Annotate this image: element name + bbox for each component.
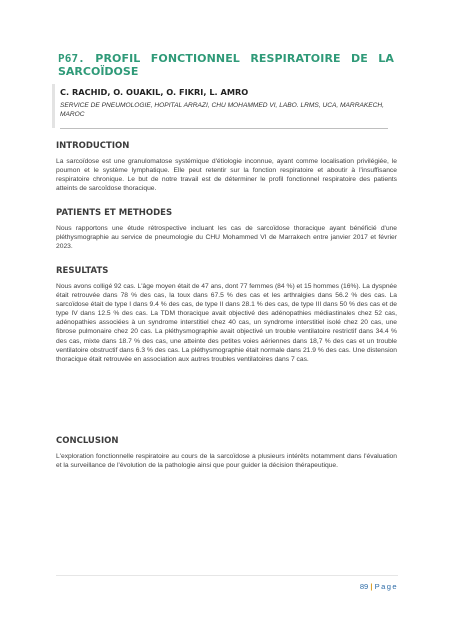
header-divider (60, 128, 388, 129)
abstract-code: P67. (58, 52, 85, 65)
footer-separator: | (370, 582, 373, 591)
section-text-introduction: La sarcoïdose est une granulomatose systémique d'étiologie inconnue, ayant comme localisation privilégiée, le poumon et le système lymphatique. Elle peut retentir sur la fonction respiratoire et aboutir à l'insuffisance respiratoire chronique. Le but de notre travail est de déterminer le profil fonctionnel respiratoire des patients atteints de sarcoïdose thoracique. (56, 158, 397, 193)
footer-divider (56, 575, 398, 576)
authors: C. RACHID, O. OUAKIL, O. FIKRI, L. AMRO (60, 87, 249, 97)
affiliation: SERVICE DE PNEUMOLOGIE, HOPITAL ARRAZI, CHU MOHAMMED VI, LABO. LRMS, UCA, MARRAKECH, MAROC (60, 102, 385, 119)
section-heading-introduction: INTRODUCTION (56, 141, 130, 151)
section-text-results: Nous avons colligé 92 cas. L'âge moyen était de 47 ans, dont 77 femmes (84 %) et 15 hommes (16%). La dyspnée était retrouvée dans 78 % des cas, la toux dans 67.5 % des cas et les arthralgies dans 56.2 % des cas. La sarcoïdose était de type I dans 9.4 % des cas, de type II dans 28.1 % des cas, de type III dans 50 % des cas et de type IV dans 12.5 % des cas. La TDM thoracique avait objectivé des adénopathies médiastinales chez 52 cas, adénopathies associées à un syndrome interstitiel chez 40 cas, un syndrome interstitiel isolé chez 20 cas, une fibrose pulmonaire chez 20 cas. La pléthysmographie avait objectivé un trouble ventilatoire restrictif dans 34.4 % des cas, mixte dans 18.7 % des cas, une atteinte des petites voies aériennes dans 18,7 % des cas et un trouble ventilatoire obstructif dans 6.3 % des cas. La pléthysmographie était normale dans 21.9 % des cas. Une distension thoracique était retrouvée en association aux autres troubles ventilatoires dans 7 cas. (56, 283, 397, 363)
page-label: Page (374, 582, 398, 591)
section-heading-methods: PATIENTS ET METHODES (56, 208, 173, 218)
section-text-conclusion: L'exploration fonctionnelle respiratoire au cours de la sarcoïdose a plusieurs intérêts notamment dans l'évaluation et la surveillance de l'évolution de la pathologie ainsi que pour guider la décision thérapeutique. (56, 453, 397, 470)
author-accent-bar (52, 84, 55, 128)
page-footer (340, 582, 398, 591)
section-text-methods: Nous rapportons une étude rétrospective incluant les cas de sarcoïdose thoracique ayant bénéficié d'une pléthysmographie au service de pneumologie du CHU Mohammed VI de Marrakech entre janvier 2017 et février 2023. (56, 225, 397, 251)
title-line-2: SARCOÏDOSE (58, 65, 139, 78)
title-text-1: PROFIL FONCTIONNEL RESPIRATOIRE DE LA (95, 52, 394, 65)
abstract-title (58, 52, 394, 78)
title-line-1 (58, 52, 394, 65)
page-number: 89 (359, 582, 369, 591)
section-heading-results: RESULTATS (56, 266, 109, 276)
section-heading-conclusion: CONCLUSION (56, 436, 119, 446)
